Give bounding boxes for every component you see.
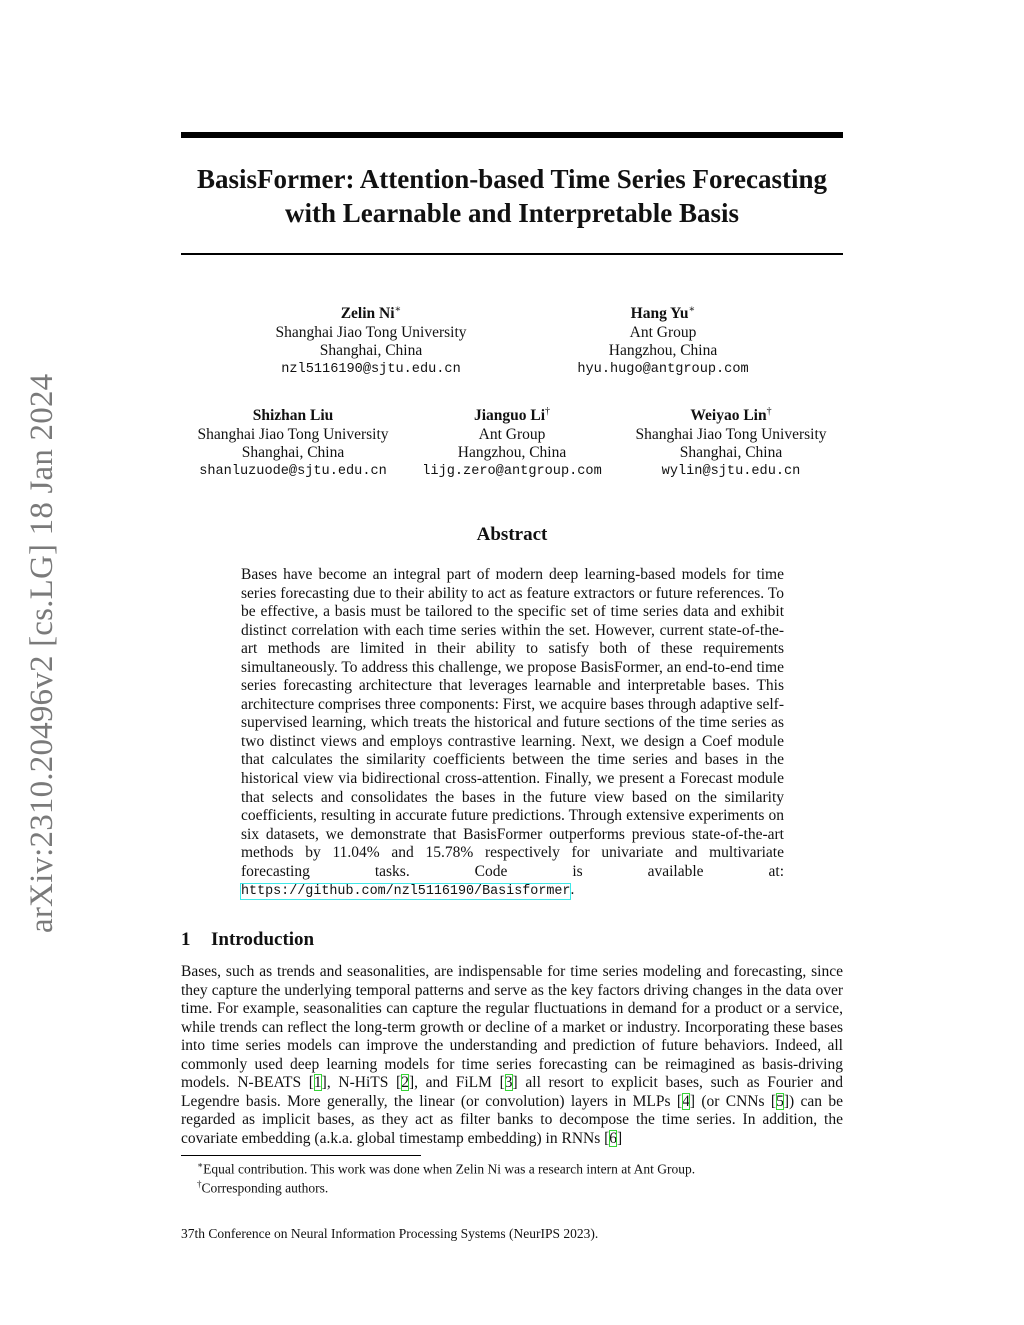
author-name: Hang Yu∗ (630, 304, 696, 323)
title-top-rule (181, 132, 843, 138)
author-block-weiyao-lin (620, 403, 842, 481)
abstract-text: Bases have become an integral part of modern deep learning-based models for time series forecasting due to their ability to act as feature extractors or future references. To be effective, a basis must be tailored to the specific set of time series data and exhibit distinct correlation with each time series within the set. However, current state-of-the-art methods are limited in their ability to satisfy both of these requirements simultaneously. To address this challenge, we propose BasisFormer, an end-to-end time series forecasting architecture that leverages learnable and interpretable bases. This architecture comprises three components: First, we acquire bases through adaptive self-supervised learning, which treats the historical and future sections of the time series as two distinct views and employs contrastive learning. Next, we design a Coef module that calculates the similarity coefficients between the time series and bases in the historical view via bidirectional cross-attention. Finally, we present a Forecast module that selects and consolidates the bases in the future view based on the similarity coefficients, resulting in accurate future predictions. Through extensive experiments on six datasets, we demonstrate that BasisFormer outperforms previous state-of-the-art methods by 11.04% and 15.78% respectively for univariate and multivariate forecasting tasks. Code is available at: https://github.com/nzl5116190/Basisformer. (241, 566, 784, 900)
author-block-jianguo-li (407, 403, 617, 481)
author-email[interactable]: lijg.zero@antgroup.com (422, 463, 602, 479)
citation-link[interactable]: 6 (609, 1129, 618, 1147)
section-number: 1 (181, 929, 191, 950)
title-bottom-rule (181, 253, 843, 255)
author-block-hang-yu (513, 301, 813, 379)
arxiv-identifier: arXiv:2310.20496v2 [cs.LG] 18 Jan 2024 (24, 373, 60, 933)
citation-link[interactable]: 4 (682, 1092, 690, 1110)
footnote-rule (181, 1155, 421, 1156)
author-location: Hangzhou, China (457, 444, 567, 462)
author-affiliation: Shanghai Jiao Tong University (275, 323, 467, 341)
author-email[interactable]: hyu.hugo@antgroup.com (577, 361, 749, 377)
footnote-equal-contribution: ∗Equal contribution. This work was done when Zelin Ni was a research intern at Ant Group. (197, 1160, 696, 1177)
code-repository-link[interactable]: https://github.com/nzl5116190/Basisformer (241, 884, 571, 900)
conference-venue: 37th Conference on Neural Information Processing Systems (NeurIPS 2023). (181, 1226, 599, 1241)
author-location: Shanghai, China (241, 444, 345, 462)
author-affiliation: Ant Group (478, 425, 546, 443)
section-title: Introduction (211, 929, 315, 950)
paper-title (181, 162, 843, 230)
title-line-1: BasisFormer: Attention-based Time Series Forecasting (197, 164, 827, 194)
citation-link[interactable]: 5 (776, 1092, 784, 1110)
citation-link[interactable]: 1 (313, 1074, 322, 1092)
author-affiliation: Ant Group (629, 323, 697, 341)
author-name: Jianguo Li† (473, 406, 551, 425)
author-location: Hangzhou, China (608, 342, 718, 360)
author-email[interactable]: shanluzuode@sjtu.edu.cn (199, 463, 387, 479)
author-affiliation: Shanghai Jiao Tong University (635, 425, 827, 443)
author-affiliation: Shanghai Jiao Tong University (197, 425, 389, 443)
footnote-corresponding-authors: †Corresponding authors. (197, 1179, 329, 1196)
author-location: Shanghai, China (319, 342, 423, 360)
title-line-2: with Learnable and Interpretable Basis (284, 198, 740, 228)
author-block-shizhan-liu (183, 403, 403, 481)
author-block-zelin-ni (221, 301, 521, 379)
introduction-paragraph: Bases, such as trends and seasonalities, are indispensable for time series modeling and forecasting, since they capture the underlying temporal patterns and serve as the key factors driving changes in the data over time. For example, seasonalities can capture the regular fluctuations in demand for a product or a service, while trends can reflect the long-term growth or decline of a market or industry. Incorporating these bases into time series models can improve the understanding and prediction of future behaviors. Indeed, all commonly used deep learning models for time series forecasting can be reimagined as basis-driving models. N-BEATS [1], N-HiTS [2], and FiLM [3] all resort to explicit bases, such as Fourier and Legendre basis. More generally, the linear (or convolution) layers in MLPs [4] (or CNNs [5]) can be regarded as implicit bases, as they act as filter banks to decompose the time series. In addition, the covariate embedding (a.k.a. global timestamp embedding) in RNNs [6] (181, 963, 843, 1147)
section-heading-introduction (181, 928, 314, 952)
author-name: Zelin Ni∗ (340, 304, 402, 323)
citation-link[interactable]: 2 (401, 1074, 409, 1092)
author-email[interactable]: wylin@sjtu.edu.cn (661, 463, 801, 479)
abstract-heading: Abstract (476, 524, 548, 545)
author-email[interactable]: nzl5116190@sjtu.edu.cn (281, 361, 461, 377)
author-name: Shizhan Liu (252, 407, 334, 425)
author-location: Shanghai, China (679, 444, 783, 462)
author-name: Weiyao Lin† (690, 406, 772, 425)
citation-link[interactable]: 3 (504, 1074, 513, 1092)
